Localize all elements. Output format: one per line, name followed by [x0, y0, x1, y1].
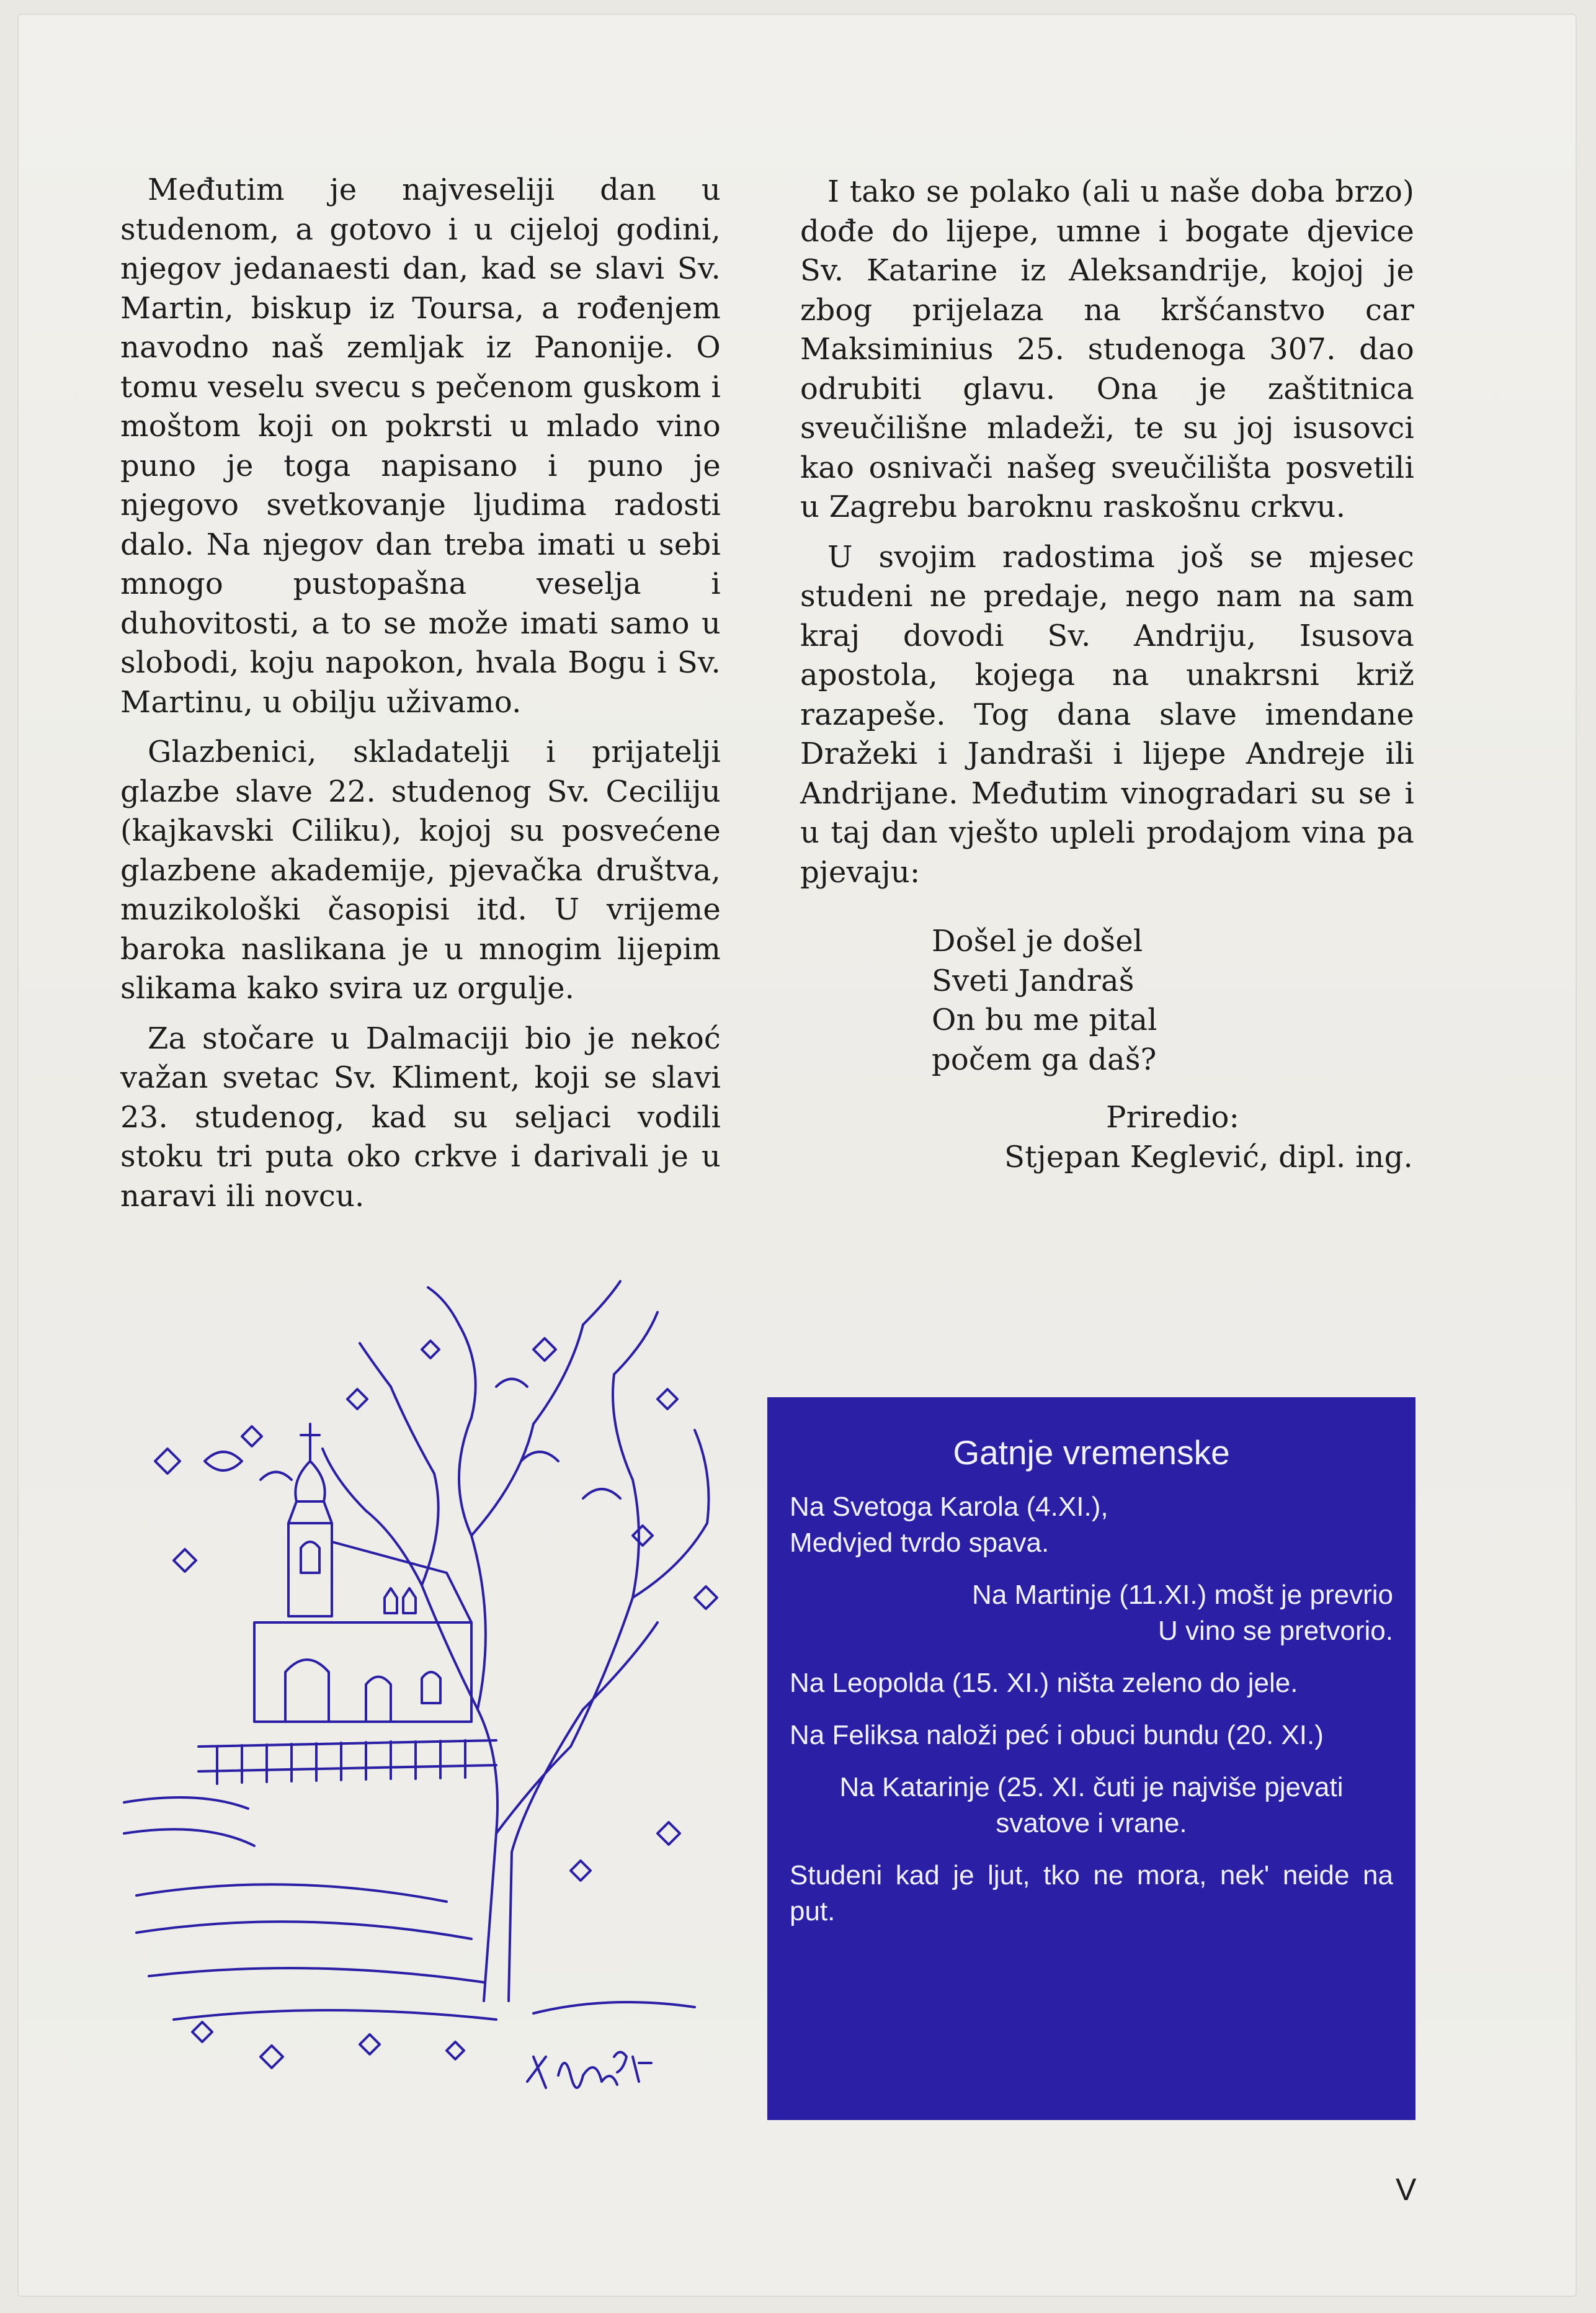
church-sketch-icon — [99, 1275, 738, 2125]
paragraph-katarina: I tako se polako (ali u naše doba brzo) dođe do lijepe, umne i bogate djevice Sv. Katarine iz Aleksandrije, kojoj je zbog prijelaza na kršćanstvo car Maksiminius 25. studenoga 307. dao odrubiti glavu. Ona je zaštitnica sveučilišne mladeži, te su joj isusovci kao osnivači našeg sveučilišta posvetili u Zagrebu baroknu raskošnu crkvu. — [800, 174, 1414, 524]
right-column — [800, 172, 1414, 1177]
saying-karolo — [790, 1489, 1393, 1561]
saying-martinje — [790, 1577, 1393, 1649]
left-column — [120, 171, 721, 1216]
paragraph-andrija: U svojim radostima još se mjesec studeni ne predaje, nego nam na sam kraj dovodi Sv. Andriju, Isusova apostola, kojega na unakrsni križ razapeše. Tog dana slave imendane Dražeki i Jandraši i lijepe Andreje ili Andrijane. Međutim vinogradari su se i u taj dan vješto upleli prodajom vina pa pjevaju: — [800, 539, 1414, 890]
poem-line: Došel je došel — [932, 924, 1143, 959]
saying-studeni: Studeni kad je ljut, tko ne mora, nek' neide na put. — [790, 1860, 1393, 1926]
saying-line: Na Martinje (11.XI.) mošt je prevrio — [972, 1580, 1393, 1610]
saying-katarinje: Na Katarinje (25. XI. čuti je najviše pjevati svatove i vrane. — [839, 1772, 1344, 1838]
poem-line: On bu me pital — [932, 1003, 1157, 1037]
saying-line: Na Svetoga Karola (4.XI.), — [790, 1492, 1108, 1522]
paragraph-martin: Međutim je najveseliji dan u studenom, a gotovo i u cijeloj godini, njegov jedanaesti dan, kad se slavi Sv. Martin, biskup iz Toursa, a rođenjem navodno naš zemljak iz Panonije. O tomu veselu svecu s pečenom guskom i moštom koji on pokrsti u mlado vino puno je toga napisano i puno je njegovo svetkovanje ljudima radosti dalo. Na njegov dan treba imati u sebi mnogo pustopašna veselja i duhovitosti, a to se može imati samo u slobodi, koju napokon, hvala Bogu i Sv. Martinu, u obilju uživamo. — [120, 172, 721, 720]
poem-line: počem ga daš? — [932, 1042, 1157, 1077]
paragraph-kliment: Za stočare u Dalmaciji bio je nekoć važan svetac Sv. Kliment, koji se slavi 23. studenog, kad su seljaci vodili stoku tri puta oko crkve i darivali je u naravi ili novcu. — [120, 1021, 721, 1214]
credit-label: Priredio: — [1106, 1100, 1239, 1135]
saying-line: Medvjed tvrdo spava. — [790, 1528, 1050, 1558]
saying-line: U vino se pretvorio. — [1157, 1616, 1393, 1646]
paragraph-cecilija: Glazbenici, skladatelji i prijatelji glazbe slave 22. studenog Sv. Ceciliju (kajkavski Ciliku), kojoj su posvećene glazbene akademije, pjevačka društva, muzikološki časopisi itd. U vrijeme baroka naslikana je u mnogim lijepim slikama kako svira uz orgulje. — [120, 735, 721, 1006]
saying-leopold: Na Leopolda (15. XI.) ništa zeleno do jele. — [790, 1668, 1298, 1698]
box-title: Gatnje vremenske — [953, 1433, 1230, 1472]
poem-line: Sveti Jandraš — [932, 963, 1135, 998]
credit-name: Stjepan Keglević, dipl. ing. — [1004, 1139, 1413, 1174]
poem — [932, 922, 1414, 1080]
page-number: V — [1396, 2172, 1417, 2207]
saying-feliks: Na Feliksa naloži peć i obuci bundu (20. XI.) — [790, 1720, 1324, 1750]
weather-sayings-box — [767, 1397, 1415, 2120]
author-credit — [800, 1098, 1414, 1177]
